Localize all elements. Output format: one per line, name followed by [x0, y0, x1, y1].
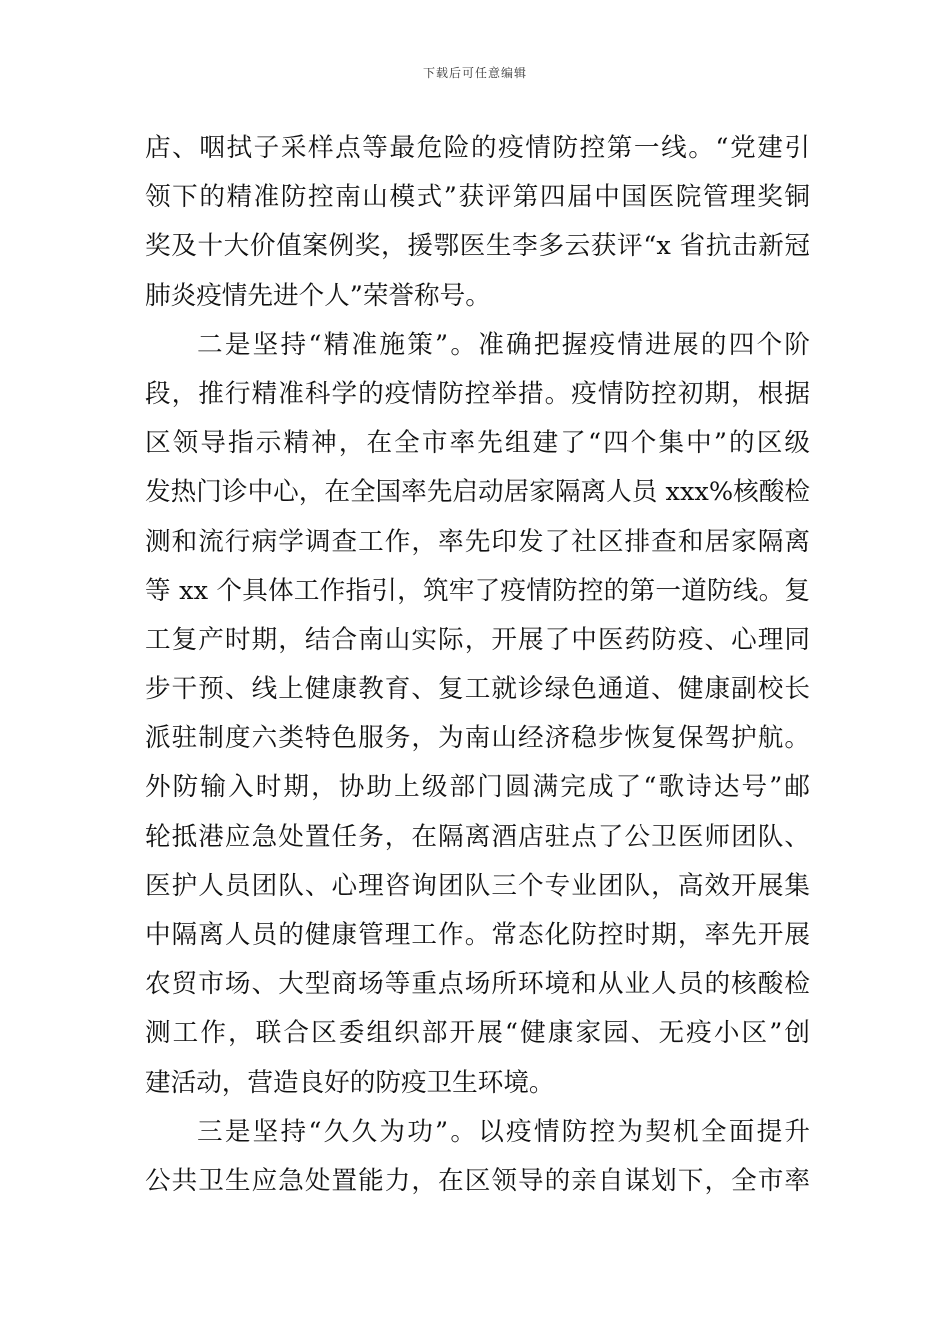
text-line: 段，推行精准科学的疫情防控举措。疫情防控初期，根据: [145, 378, 810, 409]
paragraph-start-line: 三是坚持“久久为功”。以疫情防控为契机全面提升: [197, 1116, 810, 1147]
text-line: 测和流行病学调查工作，率先印发了社区排查和居家隔离: [145, 526, 810, 557]
page-header: 下载后可任意编辑: [422, 66, 527, 80]
paragraph-end-line: 肺炎疫情先进个人”荣誉称号。: [145, 280, 491, 311]
text-line: 农贸市场、大型商场等重点场所环境和从业人员的核酸检: [145, 969, 810, 1000]
text-line: 测工作，联合区委组织部开展“健康家园、无疫小区”创: [145, 1018, 810, 1049]
text-line: 医护人员团队、心理咨询团队三个专业团队，高效开展集: [145, 870, 810, 901]
text-line: 公共卫生应急处置能力，在区领导的亲自谋划下，全市率: [145, 1165, 810, 1196]
text-line: 轮抵港应急处置任务，在隔离酒店驻点了公卫医师团队、: [145, 821, 810, 852]
text-line: 等 xx 个具体工作指引，筑牢了疫情防控的第一道防线。复: [145, 575, 810, 606]
text-line: 步干预、线上健康教育、复工就诊绿色通道、健康副校长: [145, 674, 810, 705]
paragraph-start-line: 二是坚持“精准施策”。准确把握疫情进展的四个阶: [197, 329, 810, 360]
text-line: 区领导指示精神，在全市率先组建了“四个集中”的区级: [145, 428, 810, 459]
text-line: 奖及十大价值案例奖，援鄂医生李多云获评“x 省抗击新冠: [145, 231, 810, 262]
text-line: 工复产时期，结合南山实际，开展了中医药防疫、心理同: [145, 624, 810, 655]
text-line: 店、咽拭子采样点等最危险的疫情防控第一线。“党建引: [145, 133, 810, 163]
text-line: 中隔离人员的健康管理工作。常态化防控时期，率先开展: [145, 920, 810, 950]
text-line: 外防输入时期，协助上级部门圆满完成了“歌诗达号”邮: [145, 772, 810, 803]
text-line: 派驻制度六类特色服务，为南山经济稳步恢复保驾护航。: [145, 723, 810, 754]
paragraph-end-line: 建活动，营造良好的防疫卫生环境。: [145, 1067, 555, 1098]
text-line: 发热门诊中心，在全国率先启动居家隔离人员 xxx%核酸检: [145, 477, 810, 508]
document-body: [145, 124, 810, 1206]
text-line: 领下的精准防控南山模式”获评第四届中国医院管理奖铜: [145, 182, 810, 213]
